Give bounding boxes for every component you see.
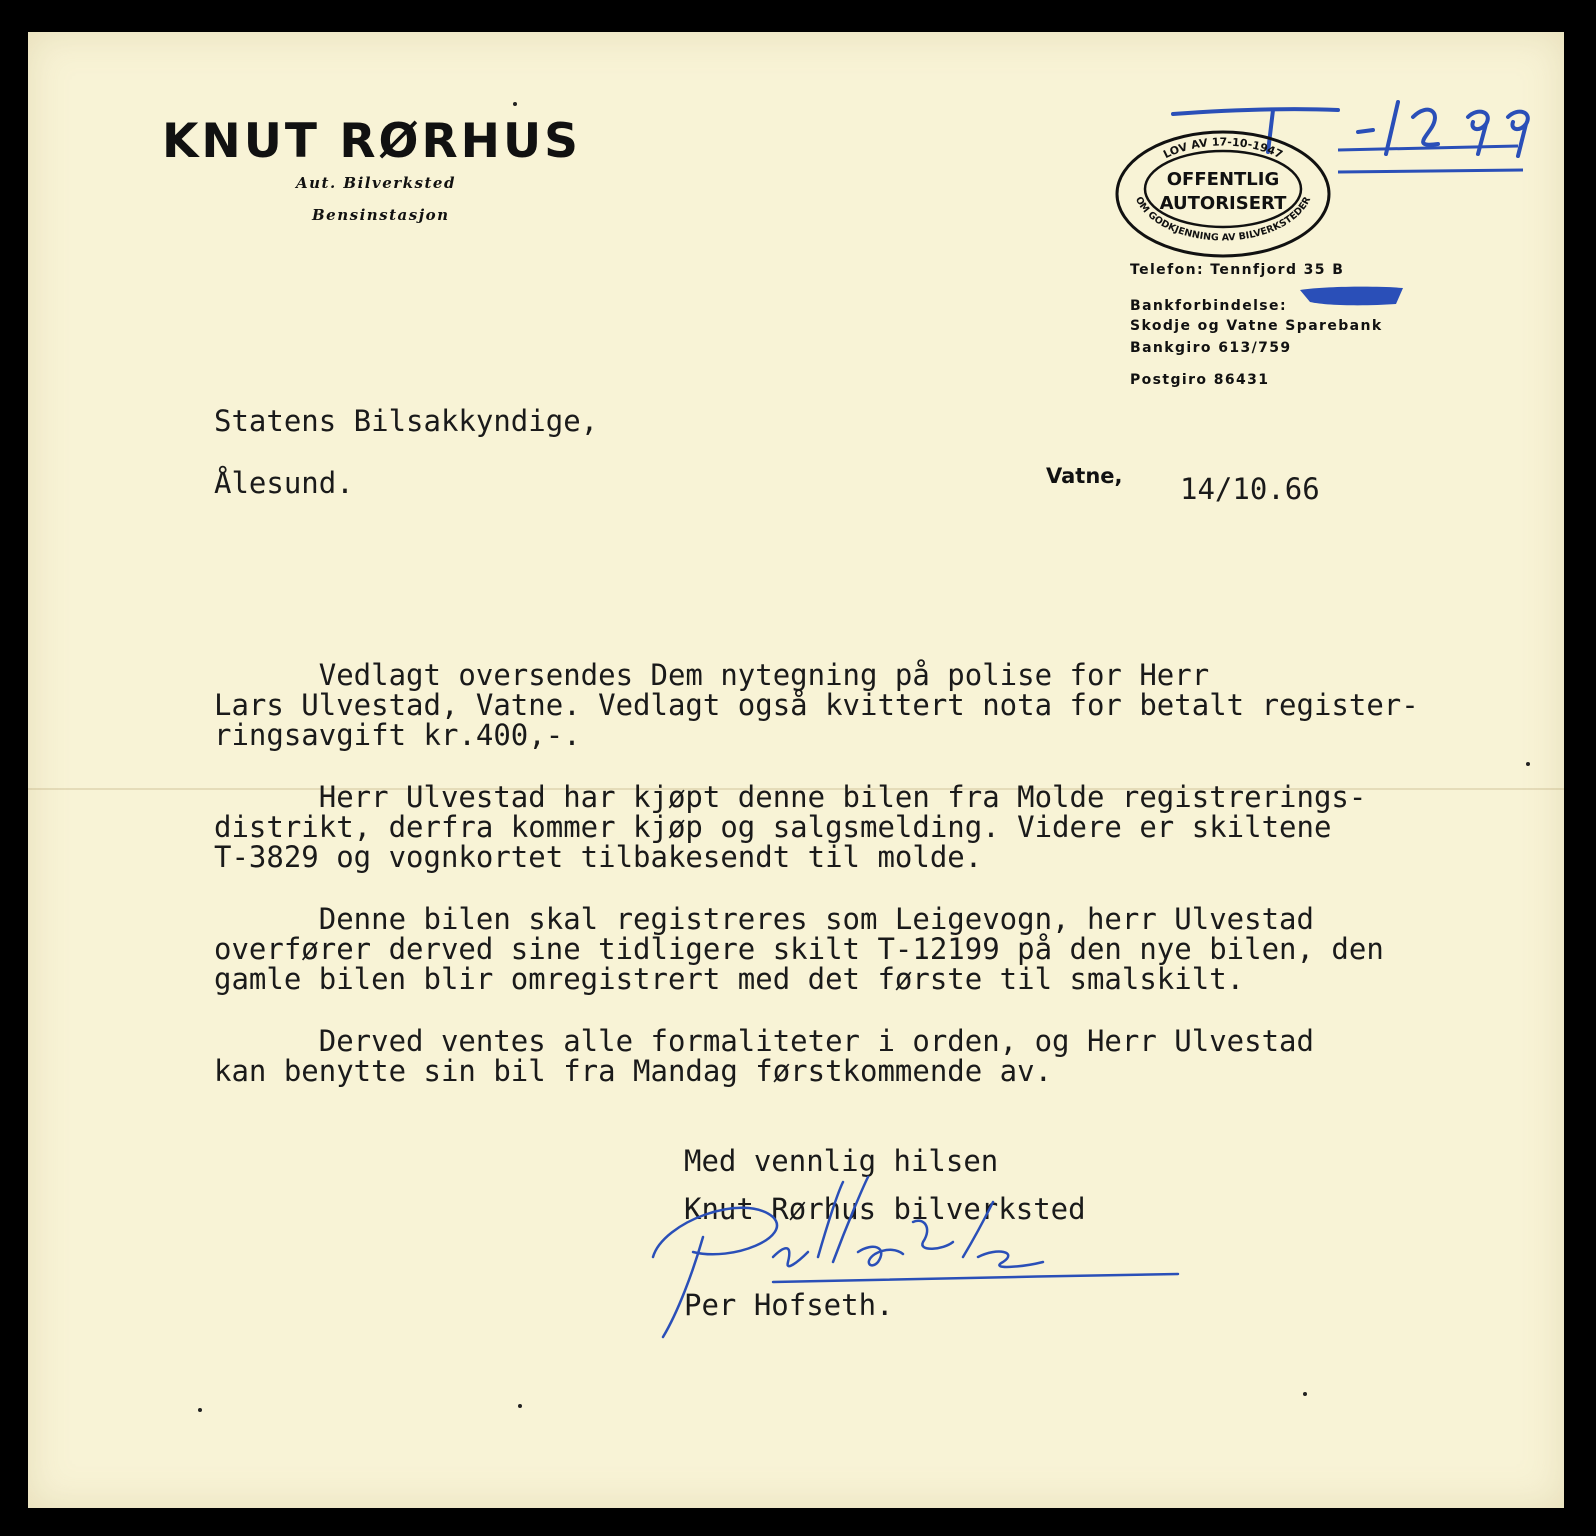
speck (513, 102, 517, 106)
body-line: ringsavgift kr.400,-. (214, 718, 581, 752)
body-line: overfører derved sine tidligere skilt T-12199 på den nye bilen, den (214, 932, 1384, 966)
handwritten-reference-text: T-12199 (1168, 72, 1173, 73)
closing-name: Per Hofseth. (684, 1288, 894, 1322)
body-line: Derved ventes alle formaliteter i orden, og Herr Ulvestad (214, 1024, 1314, 1058)
contact-postgiro: Postgiro 86431 (1130, 372, 1270, 388)
authorization-stamp (1113, 127, 1333, 262)
body-line: Herr Ulvestad har kjøpt denne bilen fra Molde registrerings- (214, 780, 1367, 814)
body-line: gamle bilen blir omregistrert med det første til smalskilt. (214, 962, 1245, 996)
speck (1303, 1392, 1307, 1396)
body-line: Vedlagt oversendes Dem nytegning på polise for Herr (214, 658, 1210, 692)
blue-ink-lines (1333, 132, 1533, 192)
recipient-line2: Ålesund. (214, 466, 354, 500)
contact-bank-label: Bankforbindelse: (1130, 298, 1287, 314)
contact-bankgiro: Bankgiro 613/759 (1130, 340, 1292, 356)
place: Vatne, (1046, 464, 1123, 488)
stamp-line1: OFFENTLIG (1166, 169, 1280, 190)
closing-company: Knut Rørhus bilverksted (684, 1192, 1086, 1226)
body-line: distrikt, derfra kommer kjøp og salgsmelding. Videre er skiltene (214, 810, 1332, 844)
letterhead-company: KNUT RØRHUS (162, 114, 582, 169)
signature (623, 1162, 1183, 1372)
stamp-top-text: LOV AV 17-10-1947 (1161, 135, 1285, 162)
body-line: Lars Ulvestad, Vatne. Vedlagt også kvittert nota for betalt register- (214, 688, 1419, 722)
closing-greeting: Med vennlig hilsen (684, 1144, 999, 1178)
speck (518, 1404, 522, 1408)
contact-bank-name: Skodje og Vatne Sparebank (1130, 318, 1383, 334)
recipient-line1: Statens Bilsakkyndige, (214, 404, 599, 438)
speck (198, 1408, 202, 1412)
body-line: kan benytte sin bil fra Mandag førstkommende av. (214, 1054, 1053, 1088)
speck (1526, 762, 1530, 766)
body-line: Denne bilen skal registreres som Leigevogn, herr Ulvestad (214, 902, 1314, 936)
letterhead-line1: Aut. Bilverksted (296, 174, 456, 192)
stamp-line2: AUTORISERT (1159, 193, 1287, 214)
body-line: T-3829 og vognkortet tilbakesendt til molde. (214, 840, 983, 874)
letter-paper (28, 32, 1564, 1508)
date: 14/10.66 (1180, 472, 1320, 506)
stamp-bottom-text: OM GODKJENNING AV BILVERKSTEDER (1132, 195, 1314, 244)
letterhead-line2: Bensinstasjon (312, 206, 450, 224)
contact-telefon: Telefon: Tennfjord 35 B (1130, 262, 1345, 278)
blue-ink-mark (1298, 282, 1408, 312)
